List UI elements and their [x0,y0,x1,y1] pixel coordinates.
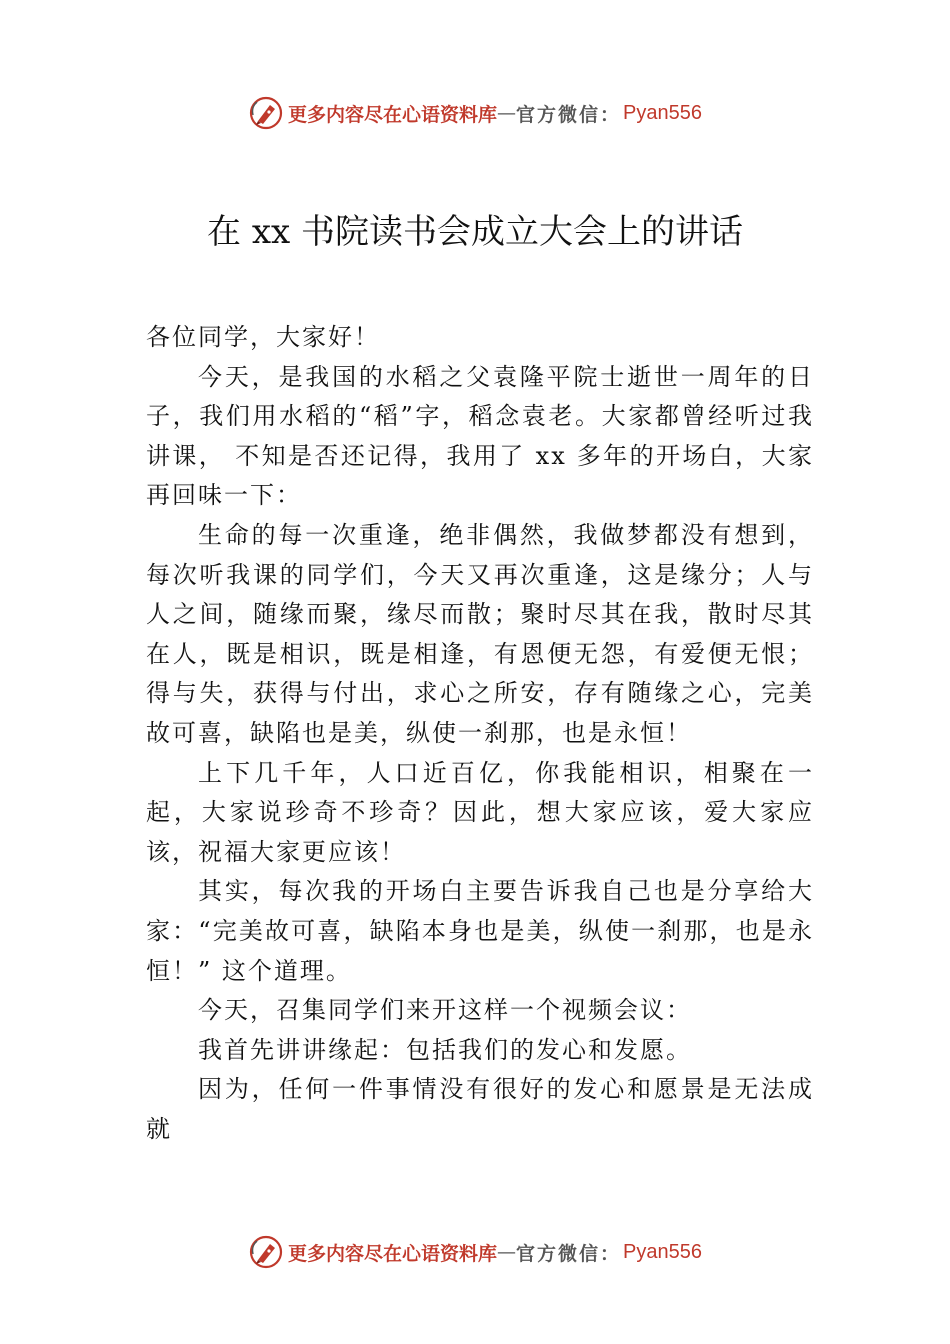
paragraph: 我首先讲讲缘起：包括我们的发心和发愿。 [198,1035,692,1064]
paragraph: 上下几千年，人口近百亿，你我能相识，相聚在一起，大家说珍奇不珍奇？因此，想大家应该，爱大家应该，祝福大家更应该！ [146,758,814,866]
greeting-line: 各位同学，大家好！ [146,323,380,351]
banner-wechat-id: Pyan556 [623,1240,702,1263]
paragraph: 因为，任何一件事情没有很好的发心和愿景是无法成就 [146,1075,814,1143]
banner-wechat-label: 官方微信： [516,1242,622,1265]
footer-banner [0,1232,950,1272]
banner-wechat-id: Pyan556 [623,101,702,124]
header-banner [0,93,950,133]
paragraph: 今天，召集同学们来开这样一个视频会议： [198,996,692,1025]
document-title: 在 xx 书院读书会成立大会上的讲话 [207,212,743,252]
banner-wechat-label: 官方微信： [516,103,622,126]
banner-site-text: 更多内容尽在心语资料库 [288,1242,498,1265]
pen-nib-logo-icon [248,95,284,131]
paragraph: 其实，每次我的开场白主要告诉我自己也是分享给大家：“完美故可喜，缺陷本身也是美，纵使一刹那，也是永恒！” 这个道理。 [146,877,814,985]
banner-site-text: 更多内容尽在心语资料库 [288,103,498,126]
banner-separator: — [497,1241,517,1263]
document-body [146,318,814,1149]
paragraph: 今天，是我国的水稻之父袁隆平院士逝世一周年的日子，我们用水稻的“稻”字，稻念袁老。大家都曾经听过我讲课， 不知是否还记得，我用了 xx 多年的开场白，大家再回味一下： [146,362,814,510]
paragraph: 生命的每一次重逢，绝非偶然，我做梦都没有想到，每次听我课的同学们，今天又再次重逢，这是缘分；人与人之间，随缘而聚，缘尽而散；聚时尽其在我，散时尽其在人，既是相识，既是相逢，有恩便无怨，有爱便无恨；得与失，获得与付出，求心之所安，存有随缘之心，完美故可喜，缺陷也是美，纵使一刹那，也是永恒！ [146,520,814,747]
pen-nib-logo-icon [248,1234,284,1270]
banner-separator: — [497,102,517,124]
